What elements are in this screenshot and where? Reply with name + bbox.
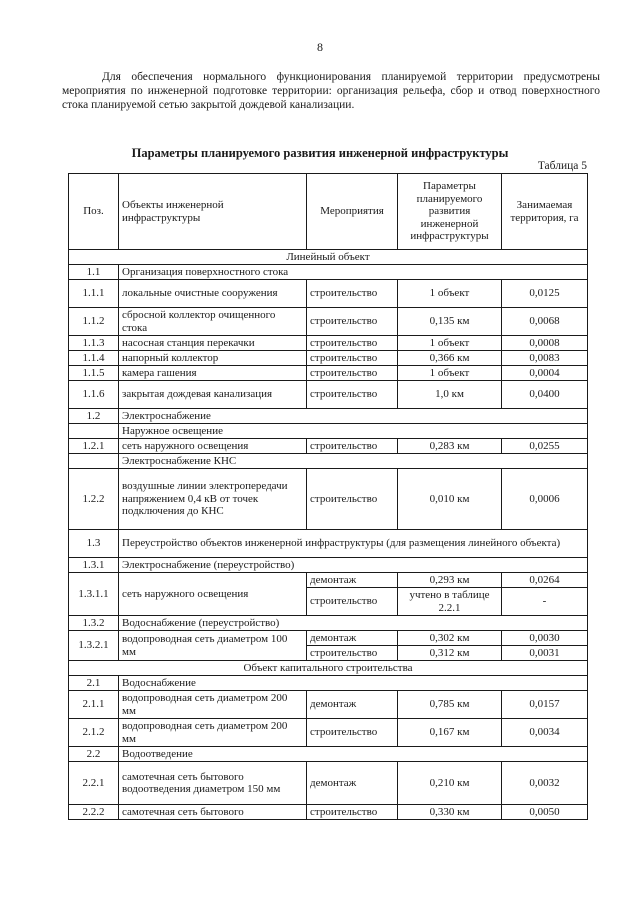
pos-cell: 1.3	[69, 530, 119, 558]
param-cell: 0,167 км	[398, 719, 502, 747]
object-cell: сеть наружного освещения	[119, 573, 307, 616]
pos-cell: 1.1.3	[69, 336, 119, 351]
pos-cell	[69, 424, 119, 439]
pos-cell: 1.1.5	[69, 366, 119, 381]
object-cell: самотечная сеть бытового	[119, 805, 307, 820]
measure-cell: строительство	[307, 366, 398, 381]
pos-cell: 2.1.1	[69, 691, 119, 719]
area-cell: 0,0255	[502, 439, 588, 454]
section-row	[69, 250, 588, 265]
area-cell: 0,0125	[502, 280, 588, 308]
param-cell: 0,366 км	[398, 351, 502, 366]
infrastructure-table	[68, 173, 588, 820]
group-row	[69, 747, 588, 762]
section-row	[69, 661, 588, 676]
table-row	[69, 439, 588, 454]
measure-cell: строительство	[307, 336, 398, 351]
group-row	[69, 530, 588, 558]
measure-cell: демонтаж	[307, 762, 398, 805]
table-row	[69, 366, 588, 381]
param-cell: 1,0 км	[398, 381, 502, 409]
pos-cell: 2.1	[69, 676, 119, 691]
pos-cell: 1.3.2.1	[69, 631, 119, 661]
table-row	[69, 280, 588, 308]
measure-cell: строительство	[307, 381, 398, 409]
object-cell: закрытая дождевая канализация	[119, 381, 307, 409]
measure-cell: строительство	[307, 719, 398, 747]
table-row	[69, 381, 588, 409]
area-cell: 0,0157	[502, 691, 588, 719]
table-row	[69, 308, 588, 336]
subgroup-label: Наружное освещение	[119, 424, 588, 439]
measure-cell: строительство	[307, 469, 398, 530]
measure-cell: строительство	[307, 805, 398, 820]
param-cell: 1 объект	[398, 336, 502, 351]
area-cell: 0,0068	[502, 308, 588, 336]
table-row	[69, 762, 588, 805]
pos-cell: 1.3.1.1	[69, 573, 119, 616]
pos-cell	[69, 454, 119, 469]
area-cell: 0,0083	[502, 351, 588, 366]
object-cell: сеть наружного освещения	[119, 439, 307, 454]
param-cell: 1 объект	[398, 280, 502, 308]
area-cell: -	[502, 588, 588, 616]
area-cell: 0,0004	[502, 366, 588, 381]
param-cell: 0,010 км	[398, 469, 502, 530]
param-cell: 0,283 км	[398, 439, 502, 454]
table-row	[69, 351, 588, 366]
pos-cell: 2.1.2	[69, 719, 119, 747]
table-row	[69, 631, 588, 646]
intro-text: Для обеспечения нормального функционирования планируемой территории предусмотрены мероприятия по инженерной подготовке территории: организация рельефа, сбор и отвод поверхностного стока планируемой сетью закрытой дождевой канализации.	[62, 71, 600, 111]
area-cell: 0,0008	[502, 336, 588, 351]
pos-cell: 1.2.2	[69, 469, 119, 530]
area-cell: 0,0264	[502, 573, 588, 588]
pos-cell: 1.1.6	[69, 381, 119, 409]
pos-cell: 1.1.2	[69, 308, 119, 336]
measure-cell: строительство	[307, 308, 398, 336]
table-row	[69, 573, 588, 588]
param-cell: 0,302 км	[398, 631, 502, 646]
param-cell: 0,210 км	[398, 762, 502, 805]
object-cell: насосная станция перекачки	[119, 336, 307, 351]
pos-cell: 1.1.1	[69, 280, 119, 308]
header-objects: Объекты инженерной инфраструктуры	[119, 174, 307, 250]
table-row	[69, 469, 588, 530]
param-cell: 0,785 км	[398, 691, 502, 719]
group-label: Водоснабжение (переустройство)	[119, 616, 588, 631]
object-cell: водопроводная сеть диаметром 200 мм	[119, 719, 307, 747]
section-capital: Объект капитального строительства	[69, 661, 588, 676]
table-header-row	[69, 174, 588, 250]
header-area: Занимаемая территория, га	[502, 174, 588, 250]
subgroup-row	[69, 454, 588, 469]
group-label: Водоснабжение	[119, 676, 588, 691]
group-label: Водоотведение	[119, 747, 588, 762]
group-row	[69, 558, 588, 573]
measure-cell: демонтаж	[307, 573, 398, 588]
measure-cell: строительство	[307, 439, 398, 454]
area-cell: 0,0030	[502, 631, 588, 646]
object-cell: локальные очистные сооружения	[119, 280, 307, 308]
object-cell: напорный коллектор	[119, 351, 307, 366]
group-row	[69, 265, 588, 280]
pos-cell: 1.3.2	[69, 616, 119, 631]
pos-cell: 1.2	[69, 409, 119, 424]
area-cell: 0,0400	[502, 381, 588, 409]
pos-cell: 1.3.1	[69, 558, 119, 573]
measure-cell: строительство	[307, 351, 398, 366]
param-cell: учтено в таблице 2.2.1	[398, 588, 502, 616]
table-row	[69, 336, 588, 351]
object-cell: камера гашения	[119, 366, 307, 381]
measure-cell: строительство	[307, 588, 398, 616]
header-measures: Мероприятия	[307, 174, 398, 250]
page-number: 8	[317, 40, 323, 54]
group-label: Переустройство объектов инженерной инфраструктуры (для размещения линейного объекта)	[119, 530, 588, 558]
section-linear: Линейный объект	[69, 250, 588, 265]
area-cell: 0,0032	[502, 762, 588, 805]
object-cell: водопроводная сеть диаметром 100 мм	[119, 631, 307, 661]
object-cell: воздушные линии электропередачи напряжением 0,4 кВ от точек подключения до КНС	[119, 469, 307, 530]
pos-cell: 1.2.1	[69, 439, 119, 454]
measure-cell: строительство	[307, 280, 398, 308]
param-cell: 0,293 км	[398, 573, 502, 588]
measure-cell: демонтаж	[307, 691, 398, 719]
area-cell: 0,0050	[502, 805, 588, 820]
pos-cell: 1.1.4	[69, 351, 119, 366]
object-cell: водопроводная сеть диаметром 200 мм	[119, 691, 307, 719]
group-row	[69, 676, 588, 691]
object-cell: самотечная сеть бытового водоотведения диаметром 150 мм	[119, 762, 307, 805]
table-title: Параметры планируемого развития инженерной инфраструктуры	[131, 146, 509, 160]
group-row	[69, 409, 588, 424]
param-cell: 0,330 км	[398, 805, 502, 820]
pos-cell: 2.2.1	[69, 762, 119, 805]
group-label: Электроснабжение	[119, 409, 588, 424]
measure-cell: демонтаж	[307, 631, 398, 646]
table-row	[69, 719, 588, 747]
area-cell: 0,0031	[502, 646, 588, 661]
table-row	[69, 691, 588, 719]
pos-cell: 1.1	[69, 265, 119, 280]
subgroup-row	[69, 424, 588, 439]
header-pos: Поз.	[69, 174, 119, 250]
table-number: Таблица 5	[537, 160, 587, 172]
subgroup-label: Электроснабжение КНС	[119, 454, 588, 469]
area-cell: 0,0006	[502, 469, 588, 530]
param-cell: 0,312 км	[398, 646, 502, 661]
pos-cell: 2.2.2	[69, 805, 119, 820]
area-cell: 0,0034	[502, 719, 588, 747]
header-params: Параметры планируемого развития инженерной инфраструктуры	[398, 174, 502, 250]
object-cell: сбросной коллектор очищенного стока	[119, 308, 307, 336]
group-label: Организация поверхностного стока	[119, 265, 588, 280]
group-label: Электроснабжение (переустройство)	[119, 558, 588, 573]
measure-cell: строительство	[307, 646, 398, 661]
pos-cell: 2.2	[69, 747, 119, 762]
group-row	[69, 616, 588, 631]
param-cell: 1 объект	[398, 366, 502, 381]
intro-paragraph	[62, 70, 600, 112]
param-cell: 0,135 км	[398, 308, 502, 336]
table-row	[69, 805, 588, 820]
